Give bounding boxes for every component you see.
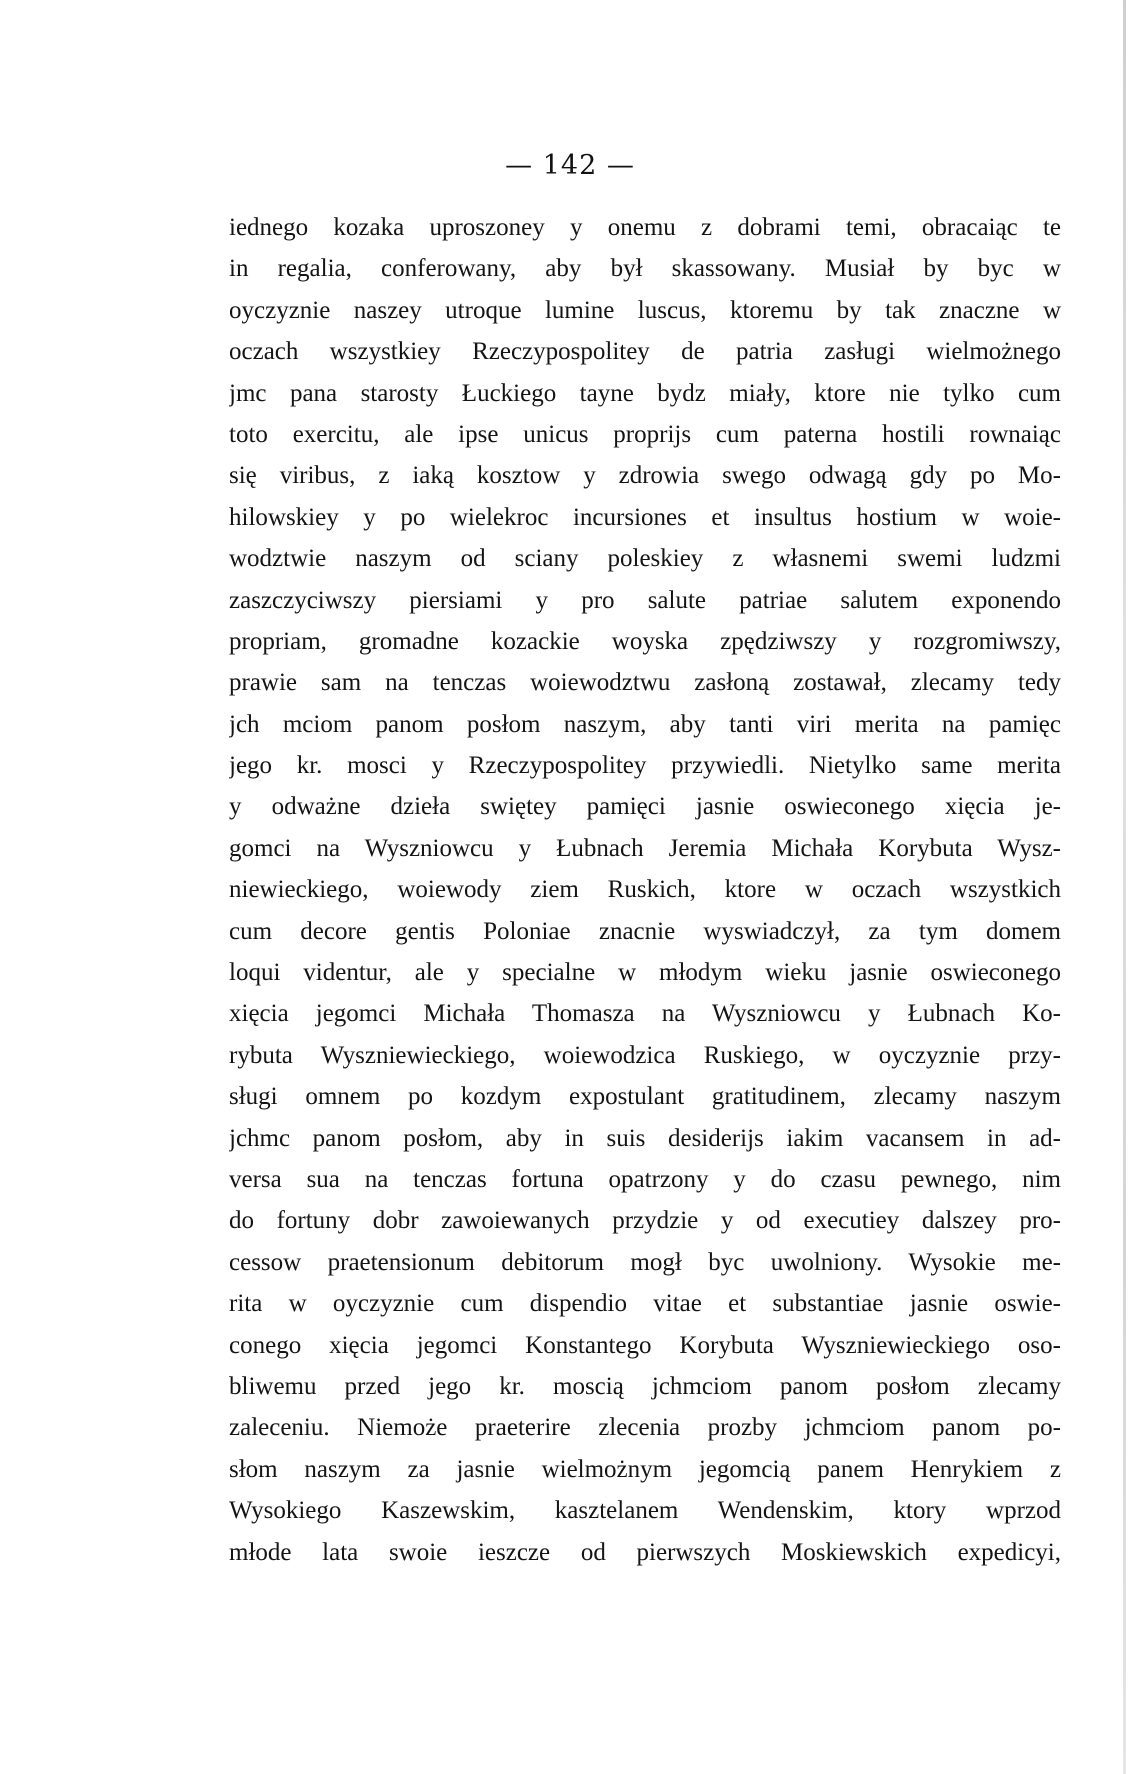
text-line: się viribus, z iaką kosztow y zdrowia swego odwagą gdy po Mo- bbox=[229, 462, 1061, 490]
text-line: wodztwie naszym od sciany poleskiey z własnemi swemi ludzmi bbox=[229, 545, 1061, 573]
text-line: rybuta Wyszniewieckiego, woiewodzica Ruskiego, w oyczyznie przy- bbox=[229, 1041, 1061, 1069]
text-line: oyczyznie naszey utroque lumine luscus, ktoremu by tak znaczne w bbox=[229, 296, 1061, 324]
text-line: oczach wszystkiey Rzeczypospolitey de patria zasługi wielmożnego bbox=[229, 338, 1061, 366]
text-line: loqui videntur, ale y specialne w młodym wieku jasnie oswieconego bbox=[229, 959, 1061, 987]
text-line: jego kr. mosci y Rzeczypospolitey przywiedli. Nietylko same merita bbox=[229, 752, 1061, 780]
text-line: toto exercitu, ale ipse unicus proprijs cum paterna hostili rownaiąc bbox=[229, 420, 1061, 448]
scan-edge-shadow bbox=[1123, 0, 1126, 1774]
text-line: xięcia jegomci Michała Thomasza na Wyszniowcu y Łubnach Ko- bbox=[229, 1000, 1061, 1028]
text-line: Wysokiego Kaszewskim, kasztelanem Wendenskim, ktory wprzod bbox=[229, 1497, 1061, 1525]
text-line: in regalia, conferowany, aby był skassowany. Musiał by byc w bbox=[229, 255, 1061, 283]
text-line: prawie sam na tenczas woiewodztwu zasłoną zostawał, zlecamy tedy bbox=[229, 669, 1061, 697]
body-text bbox=[229, 207, 1061, 1573]
text-line: słom naszym za jasnie wielmożnym jegomcią panem Henrykiem z bbox=[229, 1455, 1061, 1483]
text-line: do fortuny dobr zawoiewanych przydzie y od executiey dalszey pro- bbox=[229, 1207, 1061, 1235]
text-line: jmc pana starosty Łuckiego tayne bydz miały, ktore nie tylko cum bbox=[229, 379, 1061, 407]
text-line: młode lata swoie ieszcze od pierwszych Moskiewskich expedicyi, bbox=[229, 1538, 1061, 1566]
text-line: zaszczyciwszy piersiami y pro salute patriae salutem exponendo bbox=[229, 586, 1061, 614]
text-line: gomci na Wyszniowcu y Łubnach Jeremia Michała Korybuta Wysz- bbox=[229, 834, 1061, 862]
text-line: versa sua na tenczas fortuna opatrzony y do czasu pewnego, nim bbox=[229, 1165, 1061, 1193]
text-line: jch mciom panom posłom naszym, aby tanti viri merita na pamięc bbox=[229, 710, 1061, 738]
text-line: cessow praetensionum debitorum mogł byc uwolniony. Wysokie me- bbox=[229, 1248, 1061, 1276]
text-line: bliwemu przed jego kr. moscią jchmciom panom posłom zlecamy bbox=[229, 1372, 1061, 1400]
text-line: rita w oyczyznie cum dispendio vitae et substantiae jasnie oswie- bbox=[229, 1290, 1061, 1318]
page-number: — 142 — bbox=[505, 150, 635, 181]
text-line: conego xięcia jegomci Konstantego Korybuta Wyszniewieckiego oso- bbox=[229, 1331, 1061, 1359]
text-line: y odważne dzieła swiętey pamięci jasnie oswieconego xięcia je- bbox=[229, 793, 1061, 821]
text-line: niewieckiego, woiewody ziem Ruskich, ktore w oczach wszystkich bbox=[229, 876, 1061, 904]
text-line: cum decore gentis Poloniae znacnie wyswiadczył, za tym domem bbox=[229, 917, 1061, 945]
text-line: jchmc panom posłom, aby in suis desiderijs iakim vacansem in ad- bbox=[229, 1124, 1061, 1152]
text-line: sługi omnem po kozdym expostulant gratitudinem, zlecamy naszym bbox=[229, 1083, 1061, 1111]
text-line: zaleceniu. Niemoże praeterire zlecenia prozby jchmciom panom po- bbox=[229, 1414, 1061, 1442]
text-line: hilowskiey y po wielekroc incursiones et insultus hostium w woie- bbox=[229, 503, 1061, 531]
text-line: iednego kozaka uproszoney y onemu z dobrami temi, obracaiąc te bbox=[229, 214, 1061, 241]
text-line: propriam, gromadne kozackie woyska zpędziwszy y rozgromiwszy, bbox=[229, 627, 1061, 655]
